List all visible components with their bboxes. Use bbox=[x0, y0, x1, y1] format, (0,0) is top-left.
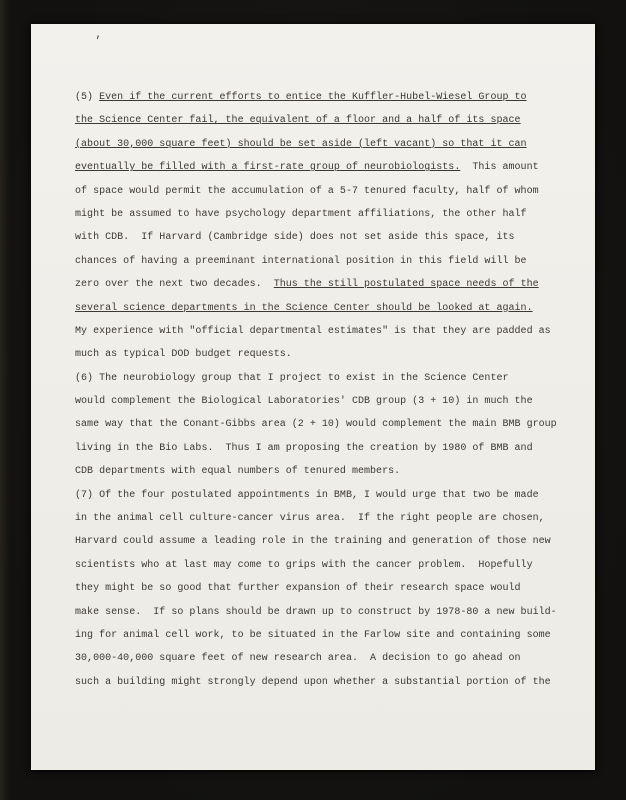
document-line bbox=[75, 367, 559, 390]
document-line bbox=[75, 250, 559, 273]
document-line bbox=[75, 226, 559, 249]
text-segment: with CDB. If Harvard (Cambridge side) does not set aside this space, its bbox=[75, 232, 515, 244]
text-segment: of space would permit the accumulation of a 5-7 tenured faculty, half of whom bbox=[75, 185, 539, 197]
text-segment: scientists who at last may come to grips with the cancer problem. Hopefully bbox=[75, 559, 533, 571]
underlined-text-segment: the Science Center fail, the equivalent of a floor and a half of its space bbox=[75, 115, 521, 127]
text-segment: (7) Of the four postulated appointments in BMB, I would urge that two be made bbox=[75, 489, 539, 501]
text-segment: in the animal cell culture-cancer virus area. If the right people are chosen, bbox=[75, 513, 545, 525]
text-segment: make sense. If so plans should be drawn up to construct by 1978-80 a new build- bbox=[75, 606, 557, 618]
document-line bbox=[75, 601, 559, 624]
document-text bbox=[75, 86, 559, 694]
text-segment: living in the Bio Labs. Thus I am proposing the creation by 1980 of BMB and bbox=[75, 442, 533, 454]
text-segment: CDB departments with equal numbers of tenured members. bbox=[75, 466, 401, 478]
underlined-text-segment: Even if the current efforts to entice the Kuffler-Hubel-Wiesel Group to bbox=[99, 92, 527, 103]
document-line bbox=[75, 343, 559, 366]
text-segment: chances of having a preeminant international position in this field will be bbox=[75, 255, 527, 267]
document-line bbox=[75, 273, 559, 296]
document-line bbox=[75, 297, 559, 320]
document-line bbox=[75, 320, 559, 343]
document-line bbox=[75, 647, 559, 670]
stray-pen-mark: ' bbox=[91, 33, 103, 49]
text-segment: zero over the next two decades. bbox=[75, 279, 274, 291]
underlined-text-segment: (about 30,000 square feet) should be set aside (left vacant) so that it can bbox=[75, 138, 527, 150]
document-line bbox=[75, 390, 559, 413]
document-line bbox=[75, 109, 559, 132]
document-line bbox=[75, 413, 559, 436]
text-segment: they might be so good that further expansion of their research space would bbox=[75, 583, 521, 595]
document-line bbox=[75, 577, 559, 600]
document-line bbox=[75, 203, 559, 226]
text-segment: might be assumed to have psychology department affiliations, the other half bbox=[75, 208, 527, 220]
text-segment: same way that the Conant-Gibbs area (2 + 10) would complement the main BMB group bbox=[75, 419, 557, 431]
document-line bbox=[75, 133, 559, 156]
document-line bbox=[75, 624, 559, 647]
document-line bbox=[75, 156, 559, 179]
document-line bbox=[75, 86, 559, 109]
text-segment: much as typical DOD budget requests. bbox=[75, 349, 292, 361]
document-line bbox=[75, 437, 559, 460]
text-segment: This amount bbox=[460, 162, 539, 174]
document-line bbox=[75, 530, 559, 553]
document-line bbox=[75, 671, 559, 694]
text-segment: (6) The neurobiology group that I project to exist in the Science Center bbox=[75, 372, 509, 384]
text-segment: would complement the Biological Laboratories' CDB group (3 + 10) in much the bbox=[75, 396, 533, 408]
text-segment: My experience with "official departmental estimates" is that they are padded as bbox=[75, 325, 551, 337]
text-segment: such a building might strongly depend upon whether a substantial portion of the bbox=[75, 676, 551, 688]
document-line bbox=[75, 180, 559, 203]
underlined-text-segment: eventually be filled with a first-rate group of neurobiologists. bbox=[75, 162, 461, 174]
scanner-edge-light bbox=[0, 0, 10, 800]
document-line bbox=[75, 460, 559, 483]
text-segment: ing for animal cell work, to be situated in the Farlow site and containing some bbox=[75, 629, 551, 641]
text-segment: (5) bbox=[75, 92, 100, 103]
document-page bbox=[31, 24, 595, 770]
text-segment: 30,000-40,000 square feet of new research area. A decision to go ahead on bbox=[75, 653, 521, 665]
document-line bbox=[75, 484, 559, 507]
text-segment: Harvard could assume a leading role in the training and generation of those new bbox=[75, 536, 551, 548]
document-line bbox=[75, 554, 559, 577]
document-line bbox=[75, 507, 559, 530]
underlined-text-segment: several science departments in the Science Center should be looked at again. bbox=[75, 302, 533, 314]
underlined-text-segment: Thus the still postulated space needs of the bbox=[273, 279, 539, 291]
